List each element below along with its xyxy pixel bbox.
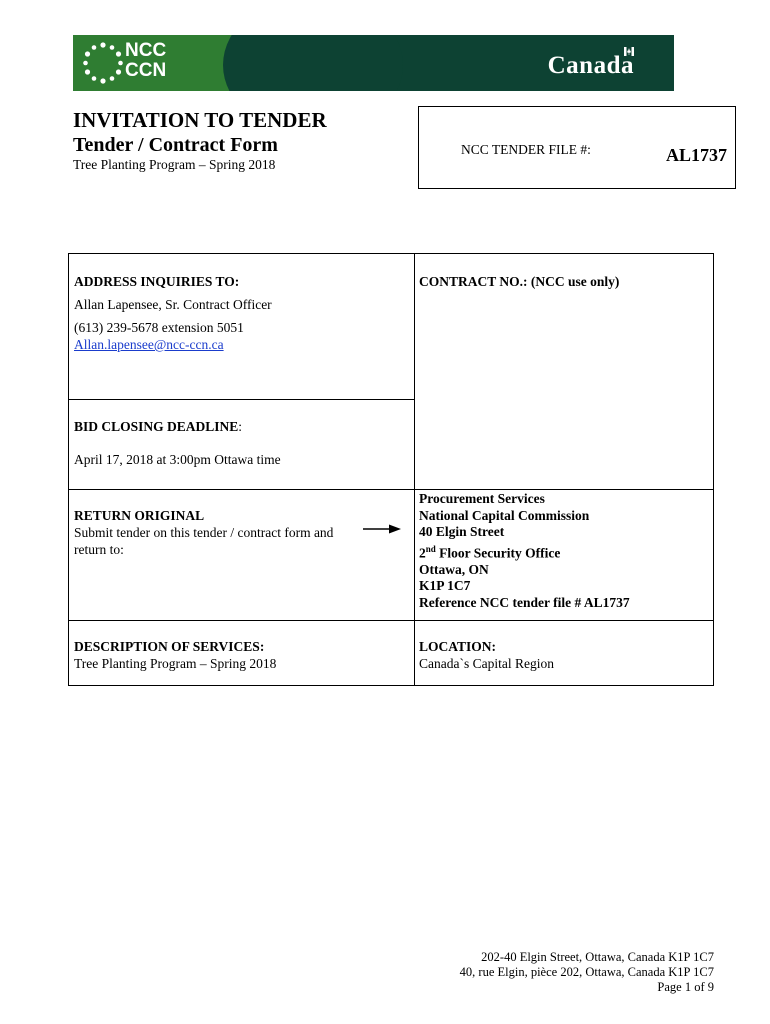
tender-file-label: NCC TENDER FILE #: — [461, 142, 591, 157]
deadline-heading-wrap — [74, 418, 242, 435]
address-line-3: 40 Elgin Street — [419, 524, 505, 539]
footer-address-fr: 40, rue Elgin, pièce 202, Ottawa, Canada K1P 1C7 — [459, 965, 714, 979]
page-number: Page 1 of 9 — [657, 980, 714, 994]
table-divider-2 — [69, 489, 713, 490]
inquiries-email-link[interactable]: Allan.lapensee@ncc-ccn.ca — [74, 337, 224, 352]
description-heading: DESCRIPTION OF SERVICES: — [74, 639, 265, 654]
table-vertical-divider — [414, 254, 415, 686]
program-name: Tree Planting Program – Spring 2018 — [73, 157, 276, 172]
ncc-logo-icon — [79, 39, 127, 87]
deadline-colon: : — [238, 419, 243, 434]
footer-address-en: 202-40 Elgin Street, Ottawa, Canada K1P 1C7 — [481, 950, 714, 964]
page-subtitle: Tender / Contract Form — [73, 134, 278, 156]
location-value: Canada`s Capital Region — [419, 656, 554, 671]
address-line-5: Ottawa, ON — [419, 561, 489, 577]
tender-file-number: AL1737 — [665, 145, 727, 165]
ncc-wordmark — [125, 41, 166, 81]
address-floor-number: 2 — [419, 545, 426, 560]
page-title: INVITATION TO TENDER — [73, 108, 327, 132]
address-line-4 — [419, 541, 630, 562]
banner-curve — [223, 35, 403, 91]
inquiries-heading: ADDRESS INQUIRIES TO: — [74, 274, 240, 289]
description-value: Tree Planting Program – Spring 2018 — [74, 656, 277, 671]
address-line-2: National Capital Commission — [419, 507, 590, 523]
address-floor-rest: Floor Security Office — [435, 545, 561, 560]
tender-file-box — [418, 106, 736, 189]
tender-info-table — [68, 253, 714, 686]
table-divider-left-1 — [69, 399, 414, 400]
header-banner — [73, 35, 674, 91]
return-heading: RETURN ORIGINAL — [74, 508, 205, 523]
address-line-1: Procurement Services — [419, 491, 545, 506]
address-floor-suffix: nd — [425, 543, 436, 554]
canada-wordmark: Canada — [547, 52, 634, 79]
page-footer — [460, 950, 714, 995]
ncc-wordmark-line1: NCC — [125, 40, 167, 61]
address-line-6: K1P 1C7 — [419, 578, 471, 593]
contract-number-heading: CONTRACT NO.: (NCC use only) — [419, 274, 620, 289]
address-line-7: Reference NCC tender file # AL1737 — [419, 594, 630, 610]
deadline-heading: BID CLOSING DEADLINE — [74, 419, 239, 434]
inquiries-contact-name: Allan Lapensee, Sr. Contract Officer — [74, 297, 272, 312]
inquiries-phone: (613) 239-5678 extension 5051 — [74, 320, 244, 335]
ncc-wordmark-line2: CCN — [125, 60, 167, 81]
deadline-value: April 17, 2018 at 3:00pm Ottawa time — [74, 452, 281, 467]
return-address — [419, 491, 630, 611]
arrow-right-icon — [363, 523, 403, 535]
table-divider-3 — [69, 620, 713, 621]
return-instruction: Submit tender on this tender / contract form and return to: — [74, 525, 334, 557]
location-heading: LOCATION: — [419, 639, 497, 654]
